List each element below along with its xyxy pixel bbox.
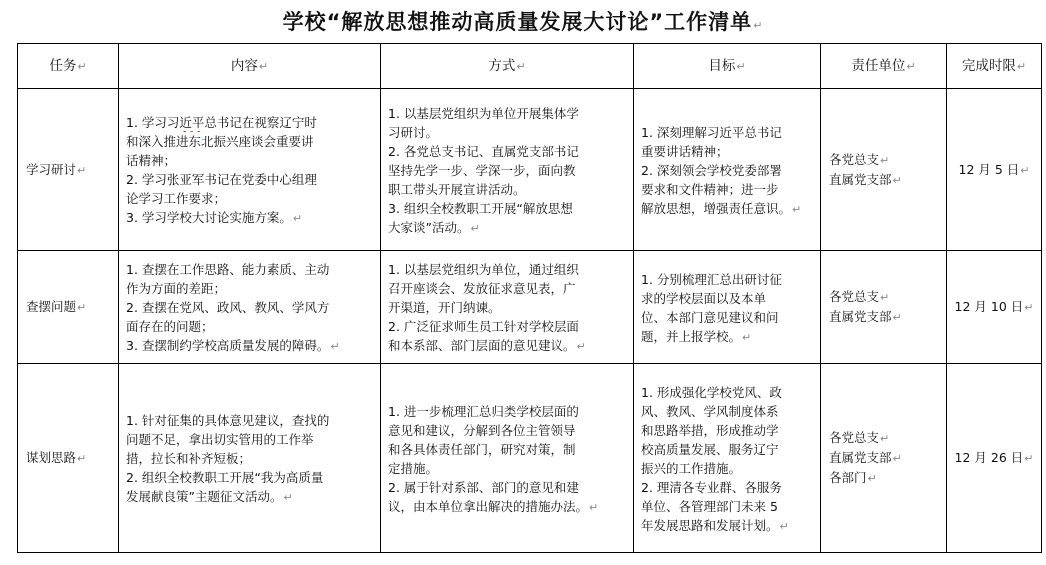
method-cell-line: 1. 进一步梳理汇总归类学校层面的 <box>388 403 579 419</box>
goal-cell-line: 要求和文件精神；进一步 <box>641 181 779 197</box>
unit-cell-line: 各党总支↵ <box>829 430 890 445</box>
goal-cell-line: 1. 分别梳理汇总出研讨征 <box>641 271 782 287</box>
document-title-text: 学校“解放思想推动高质量发展大讨论”工作清单 <box>282 10 753 34</box>
method-cell-line: 和本系部、部门层面的意见建议。↵ <box>388 338 586 353</box>
content-cell-line: 问题不足，拿出切实管用的工作举 <box>126 432 314 447</box>
header-task: 任务↵ <box>18 44 119 89</box>
unit-cell-line: 直属党支部↵ <box>829 309 902 324</box>
goal-cell <box>634 364 821 553</box>
goal-cell-line: 重要讲话精神； <box>641 143 729 159</box>
method-cell-line: 1. 以基层党组织为单位，通过组织 <box>388 262 579 277</box>
method-cell-line: 议，由本单位拿出解决的措施办法。↵ <box>388 498 599 514</box>
unit-cell-line: 直属党支部↵ <box>829 450 902 465</box>
goal-cell-line: 和思路举措，形成推动学 <box>641 422 779 438</box>
header-method: 方式↵ <box>381 44 634 89</box>
header-goal: 目标↵ <box>634 44 821 89</box>
content-cell-line: 作为方面的差距； <box>126 281 227 296</box>
content-cell-line: 论学习工作要求； <box>126 191 227 206</box>
unit-cell-line: 各党总支↵ <box>829 289 890 304</box>
content-cell-line: 1. 针对征集的具体意见建议，查找的 <box>126 413 330 428</box>
method-cell-line: 1. 以基层党组织为单位开展集体学 <box>388 105 579 121</box>
content-cell <box>119 364 381 553</box>
goal-cell <box>634 89 821 251</box>
goal-cell-line: 校高质量发展、服务辽宁 <box>641 441 779 457</box>
method-cell <box>381 364 634 553</box>
table-row <box>18 364 1042 553</box>
content-cell-line: 3. 学习学校大讨论实施方案。↵ <box>126 210 303 225</box>
table-row <box>18 89 1042 251</box>
method-cell-line: 意见和建议，分解到各位主管领导 <box>388 422 576 438</box>
method-cell-line: 习研讨。 <box>388 124 439 140</box>
content-cell-line: 2. 学习张亚军书记在党委中心组理 <box>126 172 317 187</box>
goal-cell-line: 题，并上报学校。↵ <box>641 328 752 344</box>
unit-cell <box>821 89 947 251</box>
method-cell-line: 开渠道，开门纳谏。 <box>388 300 501 315</box>
content-cell <box>119 89 381 251</box>
table-row <box>18 251 1042 364</box>
content-cell-line: 和深入推进东北振兴座谈会重要讲 <box>126 134 314 149</box>
method-cell-line: 坚持先学一步、学深一步，面向教 <box>388 162 576 178</box>
method-cell-line: 和各具体责任部门，研究对策，制 <box>388 441 576 457</box>
content-cell-line: 1. 查摆在工作思路、能力素质、主动 <box>126 262 330 277</box>
method-cell <box>381 251 634 364</box>
goal-cell-line: 风、教风、学风制度体系 <box>641 403 779 419</box>
content-cell-line: 2. 查摆在党风、政风、教风、学风方 <box>126 300 330 315</box>
due-cell: 12 月 5 日↵ <box>947 89 1042 251</box>
content-cell-line: 3. 查摆制约学校高质量发展的障碍。↵ <box>126 338 340 353</box>
header-due: 完成时限↵ <box>947 44 1042 89</box>
due-cell: 12 月 26 日↵ <box>947 364 1042 553</box>
goal-cell-line: 单位、各管理部门未来 5 <box>641 498 778 514</box>
method-cell <box>381 89 634 251</box>
table-header-row <box>18 44 1042 89</box>
header-content: 内容↵ <box>119 44 381 89</box>
unit-cell-line: 直属党支部↵ <box>829 171 902 187</box>
header-unit: 责任单位↵ <box>821 44 947 89</box>
paragraph-mark-icon: ↵ <box>753 19 764 32</box>
task-cell: 学习研讨↵ <box>18 89 119 251</box>
method-cell-line: 3. 组织全校教职工开展“解放思想 <box>388 200 573 216</box>
content-cell-line: 1. 学习习近平总书记在视察辽宁时 <box>126 115 317 130</box>
goal-cell <box>634 251 821 364</box>
goal-cell-line: 振兴的工作措施。 <box>641 460 742 476</box>
document-title <box>0 4 1046 40</box>
method-cell-line: 2. 各党总支书记、直属党支部书记 <box>388 143 579 159</box>
task-cell: 查摆问题↵ <box>18 251 119 364</box>
method-cell-line: 定措施。 <box>388 460 439 476</box>
content-cell-line: 面存在的问题； <box>126 319 214 334</box>
content-cell-line: 发展献良策”主题征文活动。↵ <box>126 489 293 504</box>
method-cell-line: 召开座谈会、发放征求意见表，广 <box>388 281 576 296</box>
unit-cell-line: 各部门↵ <box>829 470 877 485</box>
content-cell-line: 措，拉长和补齐短板； <box>126 451 252 466</box>
unit-cell <box>821 364 947 553</box>
goal-cell-line: 年发展思路和发展计划。↵ <box>641 517 789 533</box>
due-cell: 12 月 10 日↵ <box>947 251 1042 364</box>
work-list-table <box>17 43 1042 553</box>
goal-cell-line: 1. 深刻理解习近平总书记 <box>641 124 782 140</box>
unit-cell-line: 各党总支↵ <box>829 151 890 167</box>
method-cell-line: 2. 属于针对系部、部门的意见和建 <box>388 479 579 495</box>
goal-cell-line: 2. 理清各专业群、各服务 <box>641 479 782 495</box>
goal-cell-line: 求的学校层面以及本单 <box>641 290 767 306</box>
task-cell: 谋划思路↵ <box>18 364 119 553</box>
goal-cell-line: 1. 形成强化学校党风、政 <box>641 384 782 400</box>
method-cell-line: 大家谈”活动。↵ <box>388 219 480 235</box>
goal-cell-line: 解放思想，增强责任意识。↵ <box>641 200 802 216</box>
goal-cell-line: 位、本部门意见建议和问 <box>641 309 779 325</box>
content-cell-line: 话精神； <box>126 153 177 168</box>
content-cell <box>119 251 381 364</box>
content-cell-line: 2. 组织全校教职工开展“我为高质量 <box>126 470 324 485</box>
method-cell-line: 2. 广泛征求师生员工针对学校层面 <box>388 319 579 334</box>
method-cell-line: 职工带头开展宣讲活动。 <box>388 181 526 197</box>
unit-cell <box>821 251 947 364</box>
goal-cell-line: 2. 深刻领会学校党委部署 <box>641 162 782 178</box>
